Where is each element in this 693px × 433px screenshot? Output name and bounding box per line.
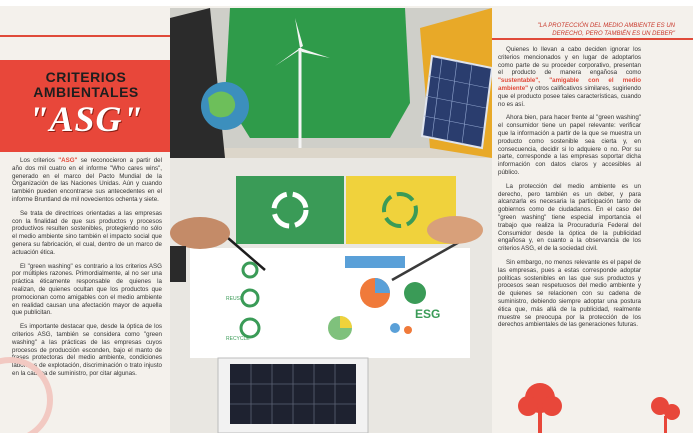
right-column xyxy=(498,46,641,335)
photo-illustration xyxy=(170,8,492,433)
esg-label: ESG xyxy=(415,307,441,321)
reuse-label: REUSE xyxy=(226,296,244,302)
left-rule xyxy=(0,35,170,37)
title-line-2: AMBIENTALES xyxy=(33,84,139,100)
right-paragraph-2: Ahora bien, para hacer frente al "green washing" el consumidor tiene un papel relevante: verificar que la información a partir de la que se muestra un producto como sostenible sea cierta y, en consecuencia, decidir si lo adquiere o no. Por su parte, corresponde a las empresas soportar dicha información con datos claros y accesibles al público. xyxy=(498,114,641,176)
left-paragraph-4: Es importante destacar que, desde la óptica de los criterios ASG, también se considera como "green washing" a las prácticas de las empresas cuyos procesos de producción esconden, bajo el manto de frases protectoras del medio ambiente, condiciones laborales de explotación, discriminación o trato injusto en la cadena de suministro, por citar algunas. xyxy=(12,323,162,377)
left-paragraph-3: El "green washing" es contrario a los criterios ASG por múltiples razones. Primordialmente, al no ser una práctica éticamente responsable de quienes la realizan, de quienes ocultan que los productos que promocionan como amigables con el medio ambiente en realidad causan una afectación mayor de aquella que publicitan. xyxy=(12,262,162,317)
decorative-circle xyxy=(0,330,60,433)
top-strip xyxy=(0,0,693,6)
pull-quote: "LA PROTECCIÓN DEL MEDIO AMBIENTE ES UN DERECHO, PERO TAMBIÉN ES UN DEBER" xyxy=(537,23,675,37)
hand-left xyxy=(170,217,230,249)
title-line-3: "ASG" xyxy=(28,99,144,139)
esg-photo xyxy=(170,8,492,433)
hand-right xyxy=(427,216,483,244)
right-paragraph-1: Quienes lo llevan a cabo deciden ignorar los criterios mencionados y en lugar de adoptarlos como parte de su proceder corporativo, presentan el producto de manera engañosa como "sustentable", "amigable con el medio ambiente" y otros calificativos similares, sugiriendo que el producto posee tales características, cuando no es así. xyxy=(498,46,641,108)
recycle-label: RECYCLE xyxy=(226,336,250,342)
title-banner xyxy=(0,60,172,152)
right-paragraph-3: La protección del medio ambiente es un derecho, pero también es un deber, y para alcanzarla es necesaria la participación tanto de gobiernos como de ciudadanos. En el caso del "green washing" tiene especial importancia el trabajo que realiza la Procuraduría Federal del Consumidor desde la óptica de la publicidad engañosa y, en cuanto a la observancia de los criterios ASG, el de la sociedad civil. xyxy=(498,182,641,253)
left-paragraph-2: Se trata de directrices orientadas a las empresas con la finalidad de que sus productos y procesos productivos resulten sostenibles, protegiendo no sólo el medio ambiente sino también el impacto social que genera su fabricación, el cual, dentro de un marco de actuación ética. xyxy=(12,209,162,256)
right-paragraph-4: Sin embargo, no menos relevante es el papel de las empresas, pues a estas corresponde adoptar políticas sostenibles en las que sus productos y procesos sean respetuosos del medio ambiente y de quienes se relacionen con su cadena de suministro, debiendo siempre adoptar una postura ética que, más allá de la publicidad, realmente muestre se preocupa por la protección de los derechos ambientales de las generaciones futuras. xyxy=(498,258,641,329)
esg-badge xyxy=(404,282,426,304)
right-rule xyxy=(492,38,693,40)
title-line-1: CRITERIOS xyxy=(45,69,127,85)
recycle-card-green xyxy=(236,176,344,244)
left-paragraph-1: Los criterios "ASG" se reconocieron a partir del año dos mil cuatro en el informe "Who cares wins", generado en el marco del Pacto Mundial de la Organización de las Naciones Unidas. Aún y cuando también pueden encontrarse sus antecedentes en el informe Bruntland de mil novecientos ochenta y siete. xyxy=(12,157,162,203)
decorative-trees xyxy=(492,372,693,433)
person-green-shirt xyxy=(225,8,410,138)
phone xyxy=(170,246,186,282)
